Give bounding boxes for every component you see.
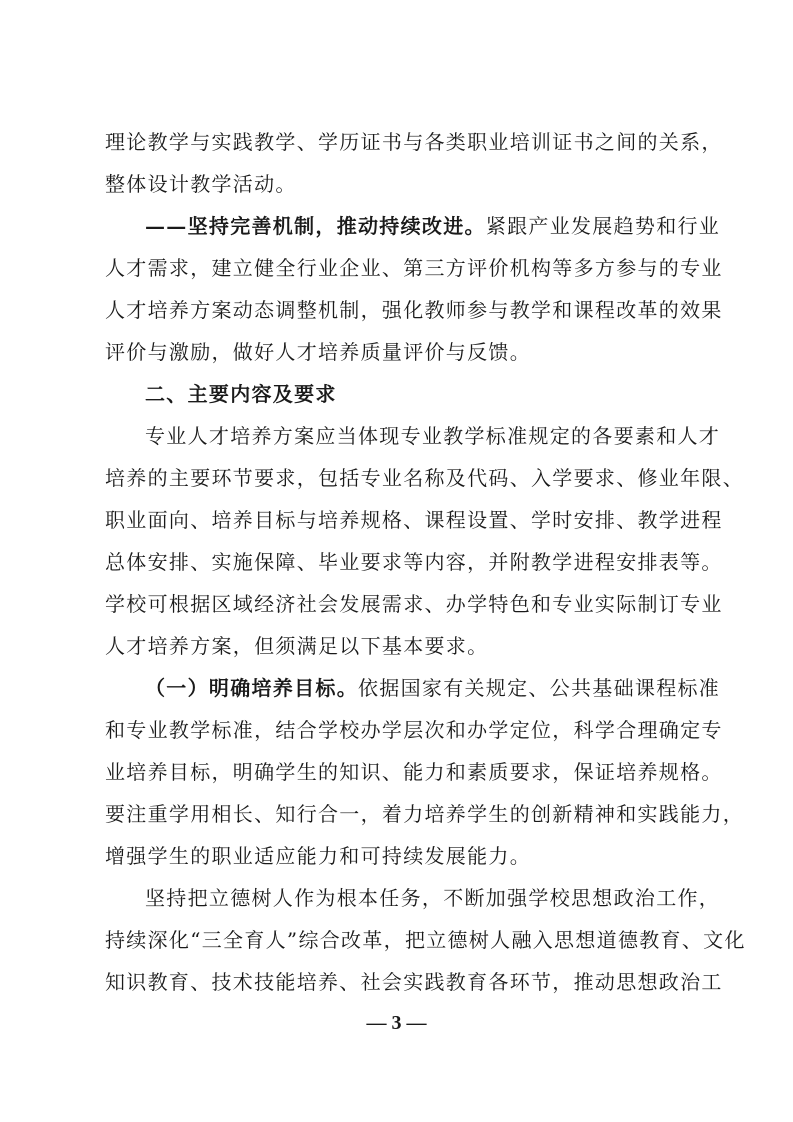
paragraph-line: 学校可根据区域经济社会发展需求、办学特色和专业实际制订专业 [105,592,723,616]
paragraph-line: 和专业教学标准，结合学校办学层次和办学定位，科学合理确定专 [105,718,723,742]
paragraph-line: 人才培养方案动态调整机制，强化教师参与教学和课程改革的效果 [105,298,723,322]
paragraph-line: 评价与激励，做好人才培养质量评价与反馈。 [105,340,531,364]
paragraph-line: 培养的主要环节要求，包括专业名称及代码、入学要求、修业年限、 [105,466,744,490]
principle-heading: ——坚持完善机制，推动持续改进。 [145,214,486,238]
paragraph-text: 紧跟产业发展趋势和行业 [485,214,721,238]
paragraph-line: 理论教学与实践教学、学历证书与各类职业培训证书之间的关系， [105,130,723,154]
paragraph-line: 职业面向、培养目标与培养规格、课程设置、学时安排、教学进程 [105,508,723,532]
paragraph-line: 持续深化“三全育人”综合改革，把立德树人融入思想道德教育、文化 [105,928,746,952]
paragraph-line: 业培养目标，明确学生的知识、能力和素质要求，保证培养规格。 [105,760,723,784]
paragraph-line: 增强学生的职业适应能力和可持续发展能力。 [105,844,531,868]
paragraph-line: 人才需求，建立健全行业企业、第三方评价机构等多方参与的专业 [105,256,723,280]
paragraph-line: 坚持把立德树人作为根本任务，不断加强学校思想政治工作， [145,886,721,910]
page-number: — 3 — [366,1012,427,1034]
paragraph-text: 依据国家有关规定、公共基础课程标准 [358,676,721,700]
paragraph-line [145,212,721,240]
section-heading: 二、主要内容及要求 [145,382,337,406]
paragraph-line: 人才培养方案，但须满足以下基本要求。 [105,634,489,658]
paragraph-line: 知识教育、技术技能培养、社会实践教育各环节，推动思想政治工 [105,970,723,994]
paragraph-line: 整体设计教学活动。 [105,172,297,196]
paragraph-line: 总体安排、实施保障、毕业要求等内容，并附教学进程安排表等。 [105,550,723,574]
paragraph-line: 专业人才培养方案应当体现专业教学标准规定的各要素和人才 [145,424,721,448]
paragraph-line [145,674,721,702]
paragraph-line: 要注重学用相长、知行合一，着力培养学生的创新精神和实践能力， [105,802,744,826]
subsection-heading: （一）明确培养目标。 [145,676,358,700]
